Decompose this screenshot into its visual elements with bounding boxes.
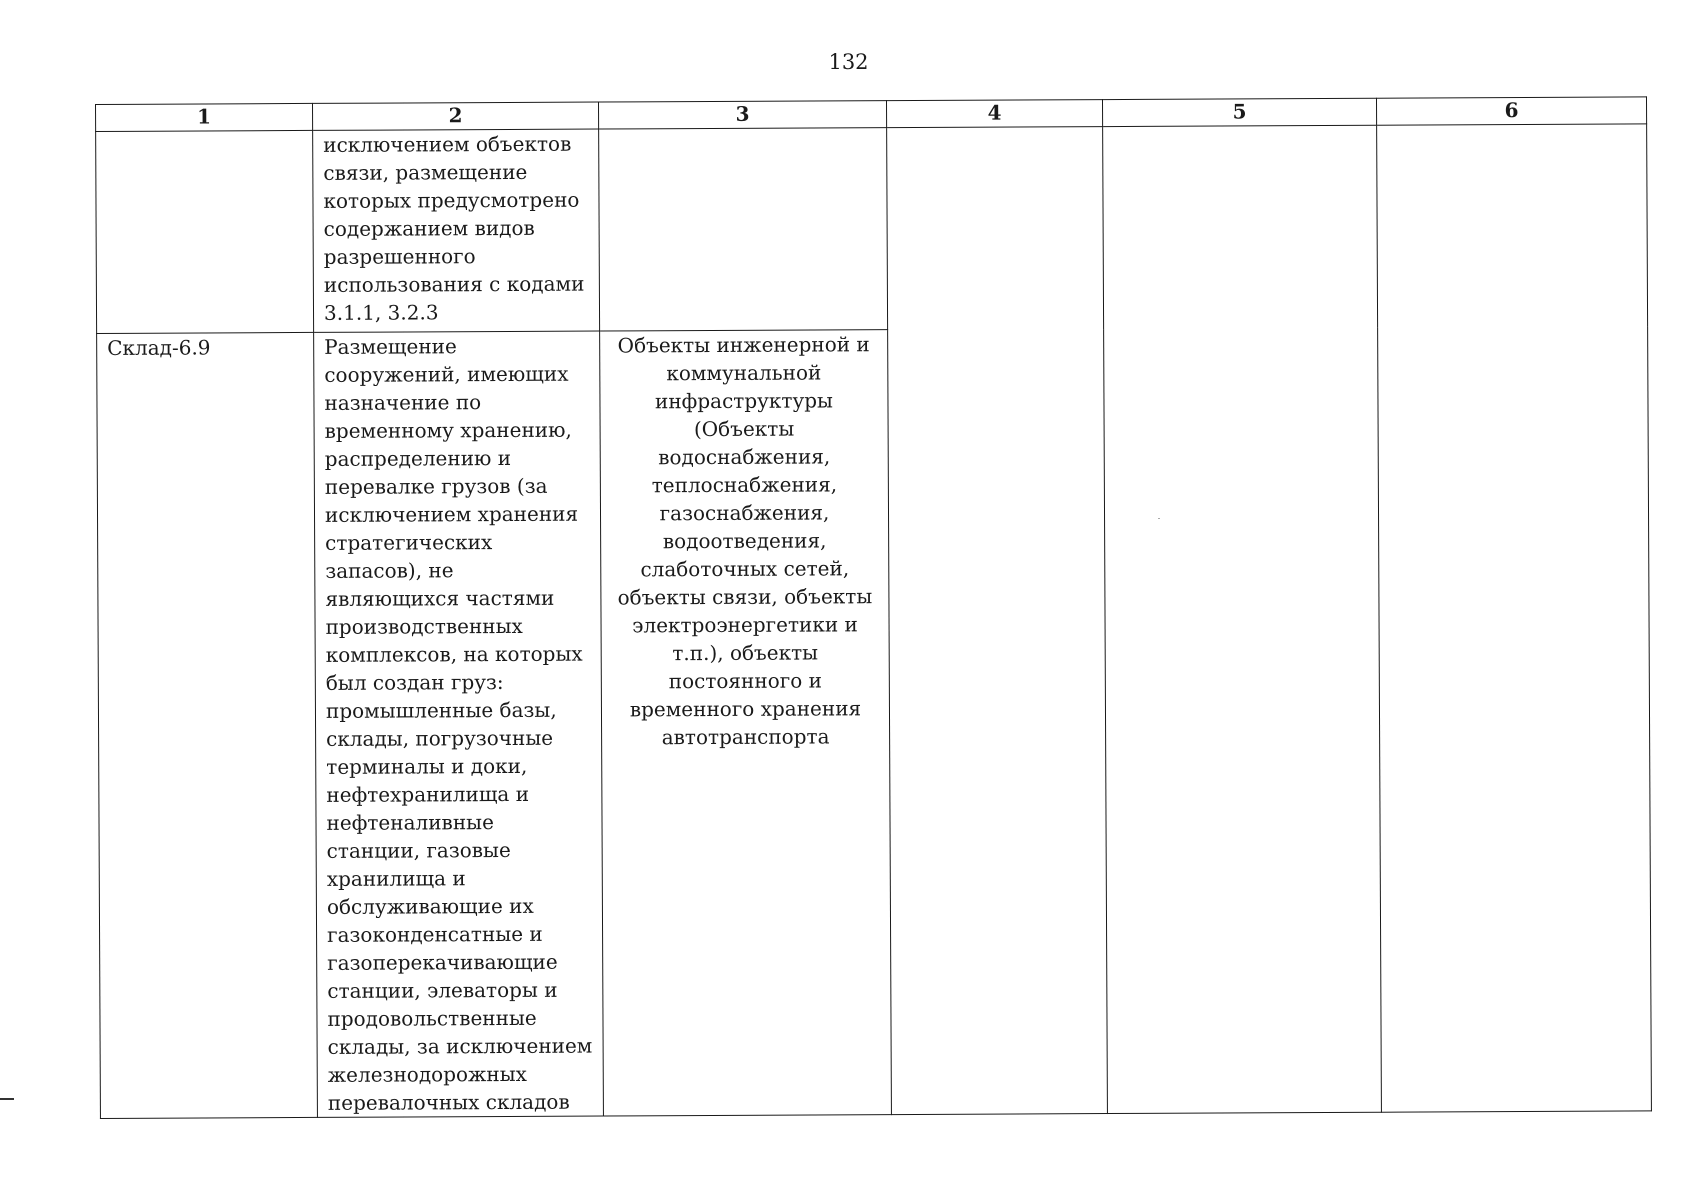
land-use-table [95, 96, 1652, 1119]
row2-description-cell: Размещение сооружений, имеющих назначение по временному хранению, распределению и перевалке грузов (за исключением хранения стратегических запасов), не являющихся частями производственных комплексов, на которых был создан груз: промышленные базы, склады, погрузочные терминалы и доки, нефтехранилища и нефтеналивные станции, газовые хранилища и обслуживающие их газоконденсатные и газоперекачивающие станции, элеваторы и продовольственные склады, за исключением железнодорожных перевалочных складов [314, 331, 604, 1117]
column-header-6: 6 [1376, 97, 1646, 125]
column-header-1: 1 [96, 103, 313, 131]
row1-code-cell [96, 130, 314, 333]
column-header-4: 4 [886, 100, 1102, 128]
column-6-cell [1377, 124, 1652, 1112]
column-5-cell [1103, 125, 1382, 1113]
row2-code-cell: Склад-6.9 [97, 332, 318, 1118]
scan-margin-mark [0, 1098, 14, 1100]
scan-speck [1158, 518, 1160, 519]
column-4-cell [887, 127, 1108, 1115]
column-header-5: 5 [1102, 98, 1376, 126]
row1-description-cell: исключением объектов связи, размещение которых предусмотрено содержанием видов разрешенного использования с кодами 3.1.1, 3.2.3 [313, 129, 600, 332]
row1-auxiliary-use-cell [599, 128, 888, 331]
column-header-2: 2 [312, 102, 598, 130]
row2-auxiliary-use-cell: Объекты инженерной и коммунальной инфраструктуры (Объекты водоснабжения, теплоснабжения, газоснабжения, водоотведения, слаботочных сетей, объекты связи, объекты электроэнергетики и т.п.), объекты постоянного и временного хранения автотранспорта [600, 330, 892, 1116]
table-row [96, 124, 1648, 334]
page-number: 132 [828, 50, 869, 74]
column-header-3: 3 [598, 101, 886, 129]
